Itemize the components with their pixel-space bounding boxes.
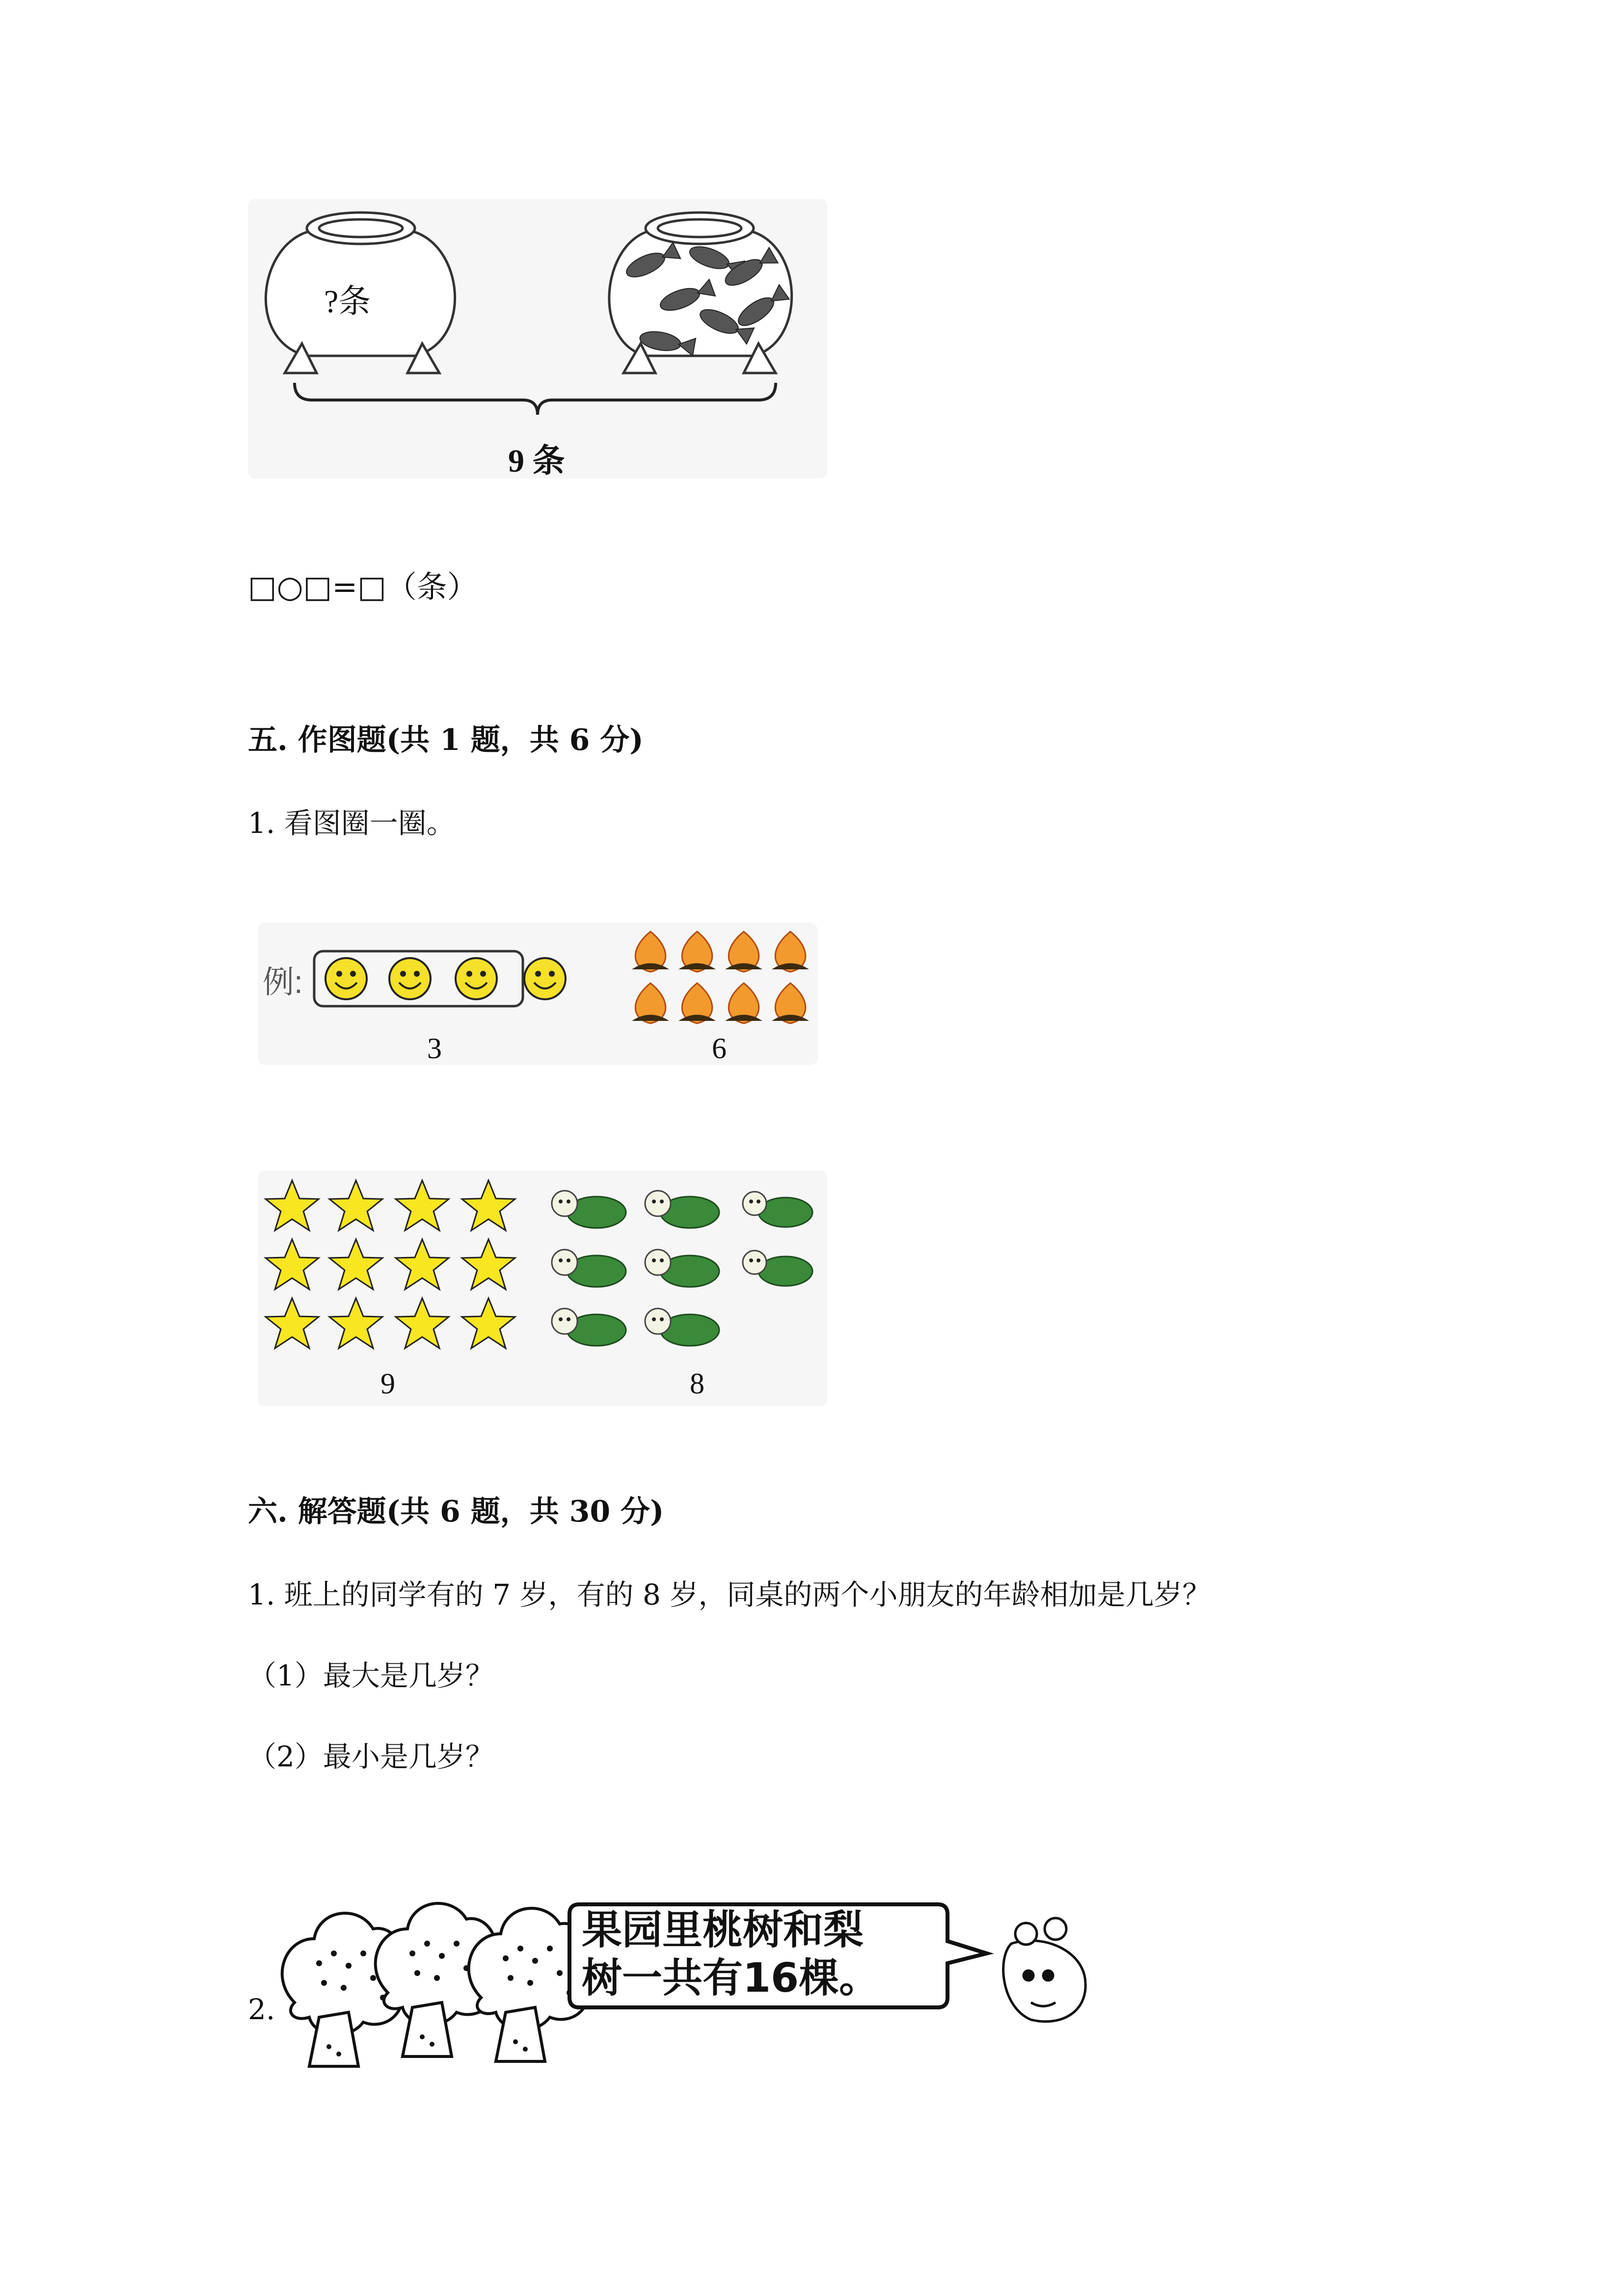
stars-number: 9 <box>380 1367 395 1400</box>
star-icon <box>329 1180 382 1230</box>
star-icon <box>462 1298 515 1348</box>
turtle-icon <box>552 1308 626 1346</box>
example-left-number: 3 <box>427 1032 442 1065</box>
peach-icon <box>632 983 669 1023</box>
total-label: 9 条 <box>508 443 565 479</box>
star-icon <box>329 1239 382 1289</box>
peach-icon <box>678 983 716 1023</box>
peach-icon <box>678 932 716 972</box>
speech-bubble-line-1: 果园里桃树和梨 <box>582 1907 864 1953</box>
turtle-icon <box>645 1250 719 1287</box>
peach-group <box>632 932 809 1023</box>
smiley-icon <box>389 958 431 999</box>
star-icon <box>396 1239 449 1289</box>
section6-question-1-sub-2: （2）最小是几岁？ <box>248 1740 494 1773</box>
total-brace <box>295 383 776 415</box>
exercise-drawing <box>258 1171 827 1406</box>
turtle-icon <box>743 1251 812 1286</box>
smiley-group <box>325 958 566 999</box>
example-figure <box>258 923 817 1065</box>
turtle-icon <box>743 1192 812 1227</box>
speech-bubble-line-2: 树一共有16棵。 <box>582 1955 880 2002</box>
peach-icon <box>772 983 809 1023</box>
orchard-figure <box>275 1880 1110 2086</box>
turtle-group <box>552 1191 812 1346</box>
fish-equation: □○□=□（条） <box>248 569 478 605</box>
peach-icon <box>632 932 669 972</box>
star-icon <box>396 1180 449 1230</box>
turtle-icon <box>645 1308 719 1346</box>
turtle-icon <box>552 1191 626 1228</box>
smiley-icon <box>524 958 566 999</box>
section5-heading: 五. 作图题(共 1 题，共 6 分) <box>248 723 644 757</box>
exercise-figure <box>258 1171 827 1406</box>
star-icon <box>329 1298 382 1348</box>
turtles-number: 8 <box>690 1367 704 1400</box>
smiley-icon <box>325 958 367 999</box>
star-group <box>266 1180 515 1348</box>
section6-question-2-number: 2. <box>248 1993 275 2026</box>
turtle-icon <box>645 1191 719 1228</box>
left-bowl-label: ?条 <box>324 284 371 320</box>
star-icon <box>462 1180 515 1230</box>
peach-icon <box>725 983 762 1023</box>
character-icon <box>1003 1918 1085 2022</box>
example-prefix: 例: <box>263 964 303 1000</box>
example-drawing <box>258 923 817 1065</box>
section5-question-1: 1. 看图圈一圈。 <box>248 806 455 840</box>
peach-icon <box>725 932 762 972</box>
peach-icon <box>772 932 809 972</box>
star-icon <box>266 1180 319 1230</box>
star-icon <box>266 1239 319 1289</box>
star-icon <box>396 1298 449 1348</box>
section6-question-1-sub-1: （1）最大是几岁？ <box>248 1659 494 1692</box>
tree-group <box>282 1903 590 2066</box>
section6-question-1: 1. 班上的同学有的 7 岁，有的 8 岁，同桌的两个小朋友的年龄相加是几岁？ <box>248 1578 1211 1611</box>
section6-heading: 六. 解答题(共 6 题，共 30 分) <box>248 1495 664 1529</box>
star-icon <box>462 1239 515 1289</box>
star-icon <box>266 1298 319 1348</box>
example-right-number: 6 <box>712 1032 727 1065</box>
smiley-icon <box>456 958 497 999</box>
turtle-icon <box>552 1250 626 1287</box>
fishbowl-figure <box>248 199 827 479</box>
